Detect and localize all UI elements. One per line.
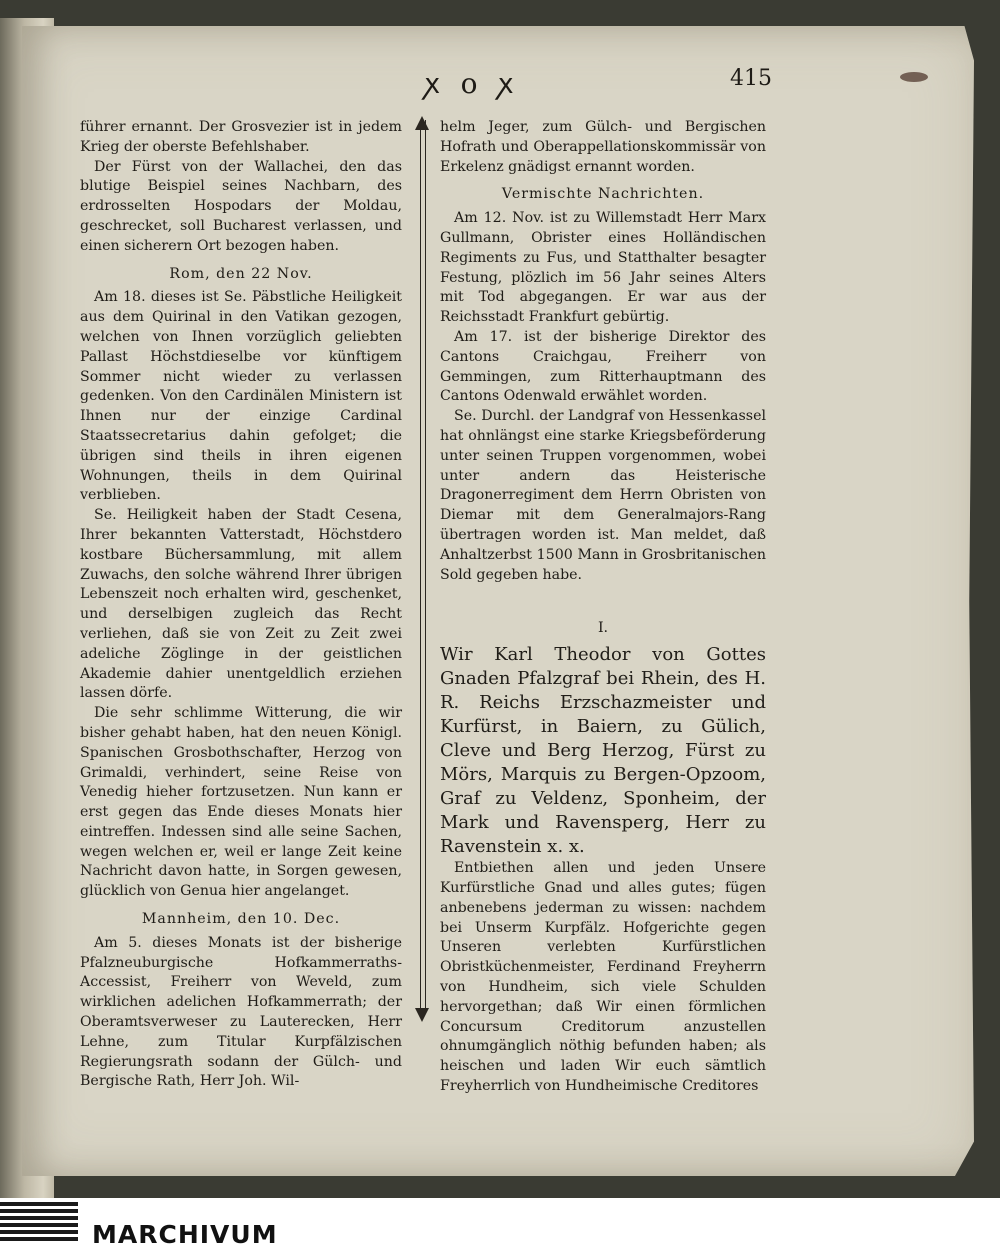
paragraph: Se. Heiligkeit haben der Stadt Cesena, Ihrer bekannten Vatterstadt, Höchstdero kostbare Büchersammlung, mit allem Zuwachs, den solche während Ihrer übrigen Lebenszeit noch erhalten wird, geschenket, und derselbigen zugleich das Recht verliehen, daß sie von Zeit zu Zeit zwei adeliche Zöglinge in der geistlichen Akademie dahier unentgeldlich erziehen lassen dörfe. bbox=[80, 507, 402, 702]
paragraph: Am 12. Nov. ist zu Willemstadt Herr Marx Gullmann, Obrister eines Holländischen Regiments zu Fus, und Statthalter besagter Festung, plözlich im 56 Jahr seines Alters mit Tod abgegangen. Er war aus der Reichsstadt Frankfurt gebürtig. bbox=[440, 210, 766, 326]
header-ornament: ꭗ o ꭗ bbox=[424, 67, 520, 100]
section-heading: Rom, den 22 Nov. bbox=[169, 265, 313, 282]
paragraph: Der Fürst von der Wallachei, den das blutige Beispiel seines Nachbarn, des erdrosselten Hospodars der Moldau, geschrecket, soll Bucharest verlassen, und einen sicherern Ort bezogen haben. bbox=[80, 158, 402, 254]
left-column bbox=[80, 118, 402, 1092]
paragraph: Am 18. dieses ist Se. Päbstliche Heiligkeit aus dem Quirinal in den Vatikan gezogen, welchen von Ihnen vorzüglich geliebten Pallast Höchstdieselbe vor künftigem Sommer nicht wieder zu verlassen gedenken. Von den Cardinälen Ministern ist Ihnen nur der einzige Cardinal Staatssecretarius dahin gefolget; die übrigen sind theils in ihren eigenen Wohnungen, theils in dem Quirinal verblieben. bbox=[80, 289, 402, 504]
marchivum-logo-icon bbox=[0, 1202, 78, 1246]
item-number: I. bbox=[597, 620, 609, 637]
paragraph: führer ernannt. Der Grosvezier ist in jedem Krieg der oberste Befehlshaber. bbox=[80, 119, 402, 155]
paragraph: Am 5. dieses Monats ist der bisherige Pfalzneuburgische Hofkammerraths-Accessist, Freiherr von Weveld, zum wirklichen adelichen Hofkammerrath; der Oberamtsverweser zu Lauterecken, Herr Lehne, zum Titular Kurpfälzischen Regierungsrath sodann der Gülch- und Bergische Rath, Herr Joh. Wil- bbox=[80, 934, 402, 1090]
paragraph: Se. Durchl. der Landgraf von Hessenkassel hat ohnlängst eine starke Kriegsbeförderung unter seinen Truppen vorgenommen, wobei unter andern das Heisterische Dragonerregiment dem Herrn Obristen von Diemar mit dem Generalmajors-Rang übertragen worden ist. Man meldet, daß Anhaltzerbst 1500 Mann in Grosbritanischen Sold gegeben habe. bbox=[440, 408, 766, 583]
paragraph: Am 17. ist der bisherige Direktor des Cantons Craichgau, Freiherr von Gemmingen, zum Ritterhauptmann des Cantons Odenwald erwählet worden. bbox=[440, 328, 766, 405]
paragraph: helm Jeger, zum Gülch- und Bergischen Hofrath und Oberappellationskommissär von Erkelenz gnädigst ernannt worden. bbox=[440, 119, 766, 175]
paragraph: Entbiethen allen und jeden Unsere Kurfürstliche Gnad und alles gutes; fügen anbenebens jederman zu wissen: nachdem bei Unserm Kurpfälz. Hofgerichte gegen Unseren verlebten Kurfürstlichen Obristküchenmeister, Ferdinand Freyherrn von Hundheim, sich viele Schulden hervorgethan; daß Wir einen förmlichen Concursum Creditorum anzustellen ohnumgänglich nöthig befunden haben; als heischen und laden Wir euch sämtlich Freyherrlich von Hundheimische Creditores bbox=[440, 860, 766, 1094]
section-heading: Mannheim, den 10. Dec. bbox=[141, 911, 341, 928]
archive-brand: MARCHIVUM bbox=[92, 1220, 278, 1249]
page-number: 415 bbox=[730, 66, 772, 91]
column-rule-bottom bbox=[415, 1008, 429, 1022]
archive-footer bbox=[0, 1198, 1000, 1249]
section-heading: Vermischte Nachrichten. bbox=[501, 186, 705, 203]
right-column bbox=[440, 118, 766, 1097]
ink-stain bbox=[900, 72, 928, 82]
running-header bbox=[60, 60, 970, 110]
column-rule bbox=[420, 120, 426, 1010]
paragraph: Die sehr schlimme Witterung, die wir bisher gehabt haben, hat den neuen Königl. Spanischen Grosbothschafter, Herzog von Grimaldi, verhindert, seine Reise von Venedig hieher fortzusetzen. Nun kann er erst gegen das Ende dieses Monats hier eintreffen. Indessen sind alle seine Sachen, wegen welchen er, weil er lange Zeit keine Nachricht davon hatte, in Sorgen gewesen, glücklich von Genua hier angelanget. bbox=[80, 705, 402, 900]
decree-title: Wir Karl Theodor von Gottes Gnaden Pfalzgraf bei Rhein, des H. R. Reichs Erzschazmeister und Kurfürst, in Baiern, zu Gülich, Cleve und Berg Herzog, Fürst zu Mörs, Marquis zu Bergen-Opzoom, Graf zu Veldenz, Sponheim, der Mark und Ravensperg, Herr zu Ravenstein x. x. bbox=[440, 644, 766, 858]
